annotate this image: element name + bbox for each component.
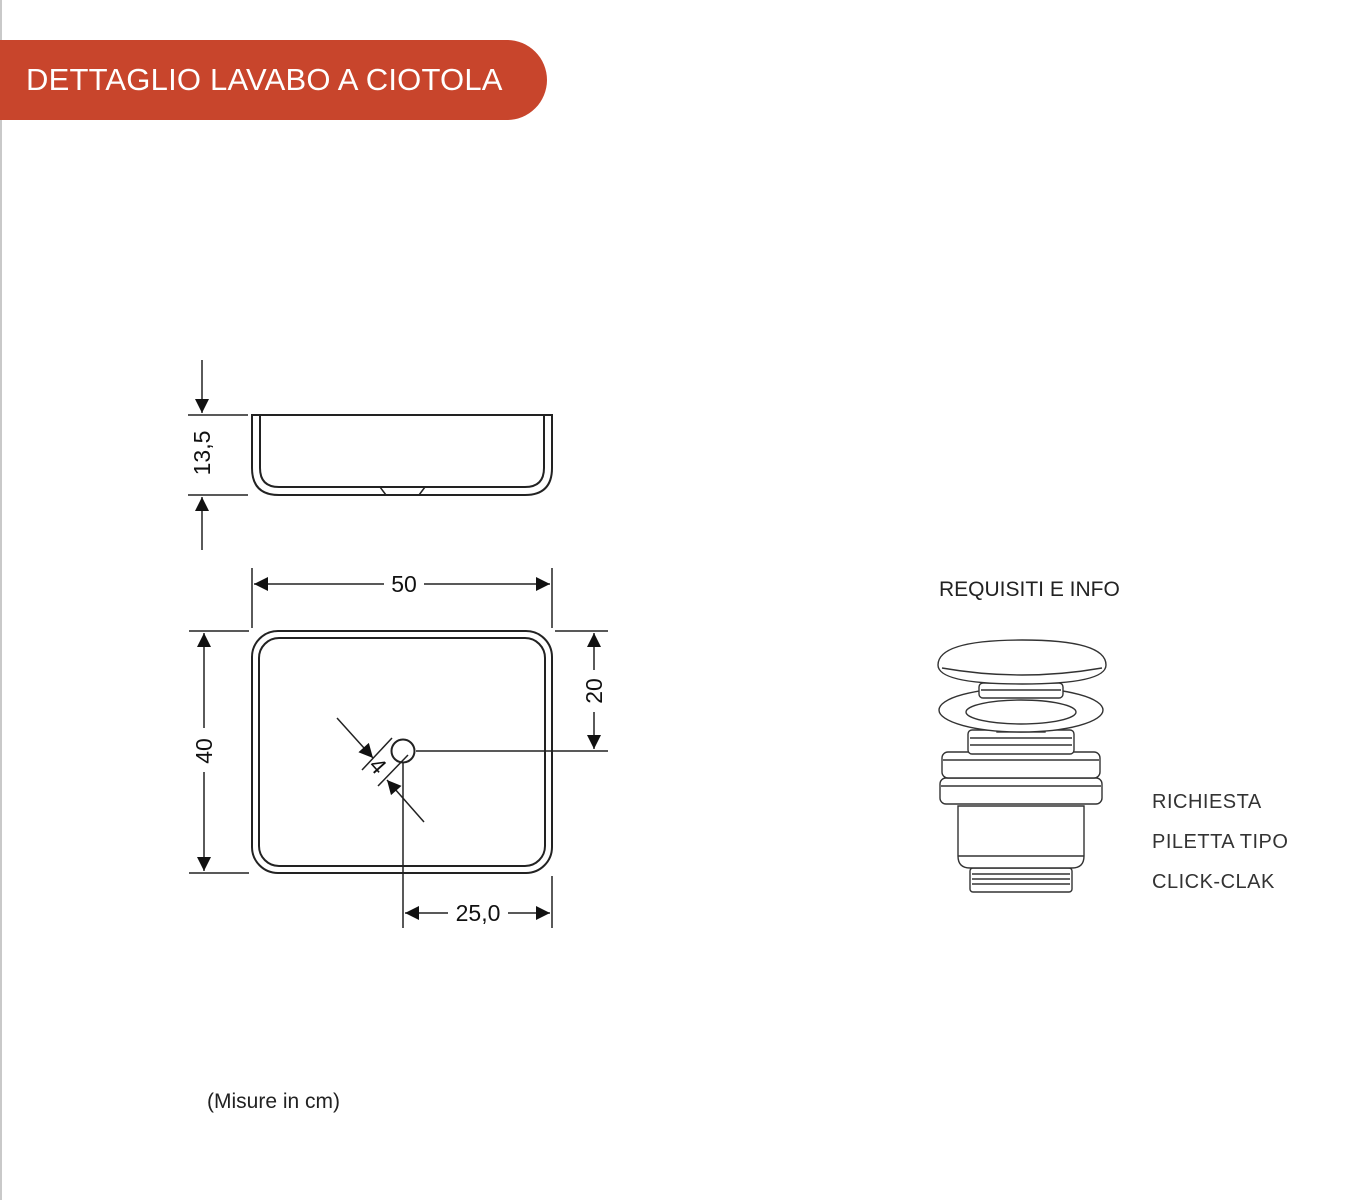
drain-offset-y-label: 20 bbox=[581, 678, 607, 704]
width-label: 50 bbox=[391, 571, 417, 597]
drain-diameter-label: 4 bbox=[364, 752, 392, 780]
page-title: DETTAGLIO LAVABO A CIOTOLA bbox=[26, 62, 503, 97]
units-note: (Misure in cm) bbox=[207, 1090, 341, 1113]
drain-offset-y-dimension bbox=[416, 631, 608, 751]
height-label: 13,5 bbox=[189, 430, 215, 476]
depth-label: 40 bbox=[191, 738, 217, 764]
top-view bbox=[252, 631, 552, 873]
info-line-3: CLICK-CLAK bbox=[1152, 871, 1275, 893]
info-line-2: PILETTA TIPO bbox=[1152, 831, 1289, 853]
click-clak-drain-icon bbox=[938, 640, 1106, 892]
info-title: REQUISITI E INFO bbox=[939, 578, 1120, 601]
side-view bbox=[252, 415, 552, 495]
drain-hole bbox=[392, 740, 415, 763]
info-line-1: RICHIESTA bbox=[1152, 791, 1262, 813]
drain-offset-x-label: 25,0 bbox=[455, 900, 501, 926]
